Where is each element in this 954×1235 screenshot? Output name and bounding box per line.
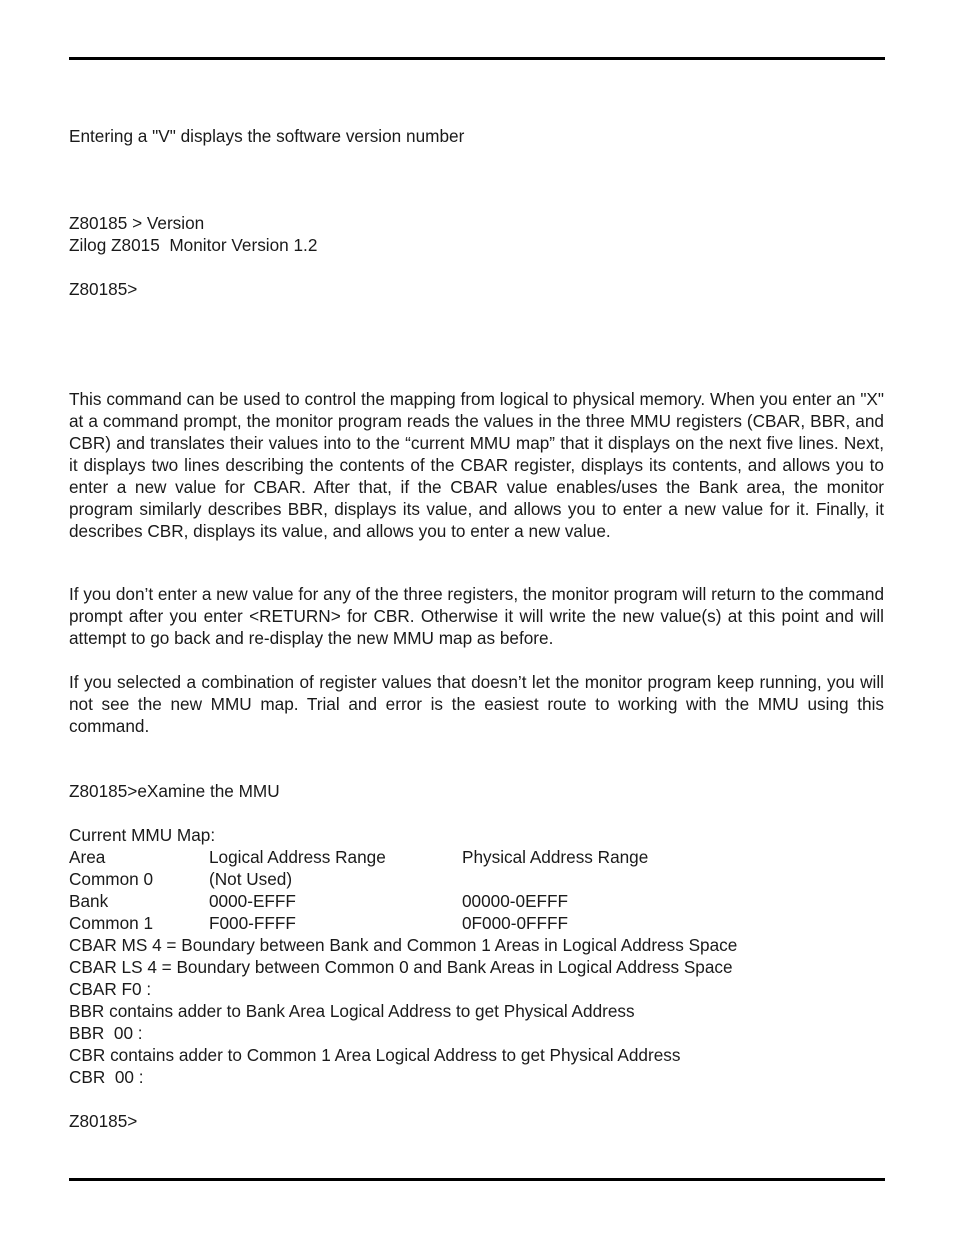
table-cell-area: Common 1 [69, 913, 154, 933]
version-prompt: Z80185> [69, 279, 138, 299]
cbar-ls-description: CBAR LS 4 = Boundary between Common 0 and Bank Areas in Logical Address Space [69, 957, 733, 977]
table-header-area: Area [69, 847, 106, 867]
paragraph-trial-and-error: If you selected a combination of register values that doesn’t let the monitor program keep running, you will not see the new MMU map. Trial and error is the easiest route to working with the MMU using this command. [69, 672, 884, 736]
intro-text: Entering a "V" displays the software version number [69, 126, 465, 146]
table-cell-logical: (Not Used) [209, 869, 293, 889]
paragraph-no-new-value: If you don’t enter a new value for any of the three registers, the monitor program will return to the command prompt after you enter <RETURN> for CBR. Otherwise it will write the new value(s) at this point and will attempt to go back and re-display the new MMU map as before. [69, 584, 884, 648]
mmu-command-line: Z80185>eXamine the MMU [69, 781, 280, 801]
bbr-value-line: BBR 00 : [69, 1023, 143, 1043]
cbar-value-line: CBAR F0 : [69, 979, 152, 999]
table-header-logical: Logical Address Range [209, 847, 386, 867]
paragraph-mmu-description: This command can be used to control the mapping from logical to physical memory. When you enter an "X" at a command prompt, the monitor program reads the values in the three MMU registers (CBAR, BBR, and CBR) and translates their values into to the “current MMU map” that it displays on the next five lines. Next, it displays two lines describing the contents of the CBAR register, displays its contents, and allows you to enter a new value for CBAR. After that, if the CBAR value enables/uses the Bank area, the monitor program similarly describes BBR, displays its value, and allows you to enter a new value for it. Finally, it describes CBR, displays its value, and allows you to enter a new value. [69, 389, 884, 541]
table-cell-area: Bank [69, 891, 109, 911]
bottom-rule [69, 1178, 885, 1181]
mmu-map-title: Current MMU Map: [69, 825, 216, 845]
bbr-description: BBR contains adder to Bank Area Logical Address to get Physical Address [69, 1001, 635, 1021]
table-cell-physical: 00000-0EFFF [462, 891, 569, 911]
table-cell-area: Common 0 [69, 869, 154, 889]
table-cell-logical: 0000-EFFF [209, 891, 296, 911]
cbar-ms-description: CBAR MS 4 = Boundary between Bank and Common 1 Areas in Logical Address Space [69, 935, 738, 955]
version-output-line: Zilog Z8015 Monitor Version 1.2 [69, 235, 318, 255]
version-command-line: Z80185 > Version [69, 213, 205, 233]
cbr-value-line: CBR 00 : [69, 1067, 144, 1087]
top-rule [69, 57, 885, 60]
table-header-physical: Physical Address Range [462, 847, 649, 867]
table-cell-logical: F000-FFFF [209, 913, 296, 933]
table-cell-physical: 0F000-0FFFF [462, 913, 569, 933]
final-prompt: Z80185> [69, 1111, 138, 1131]
cbr-description: CBR contains adder to Common 1 Area Logical Address to get Physical Address [69, 1045, 681, 1065]
